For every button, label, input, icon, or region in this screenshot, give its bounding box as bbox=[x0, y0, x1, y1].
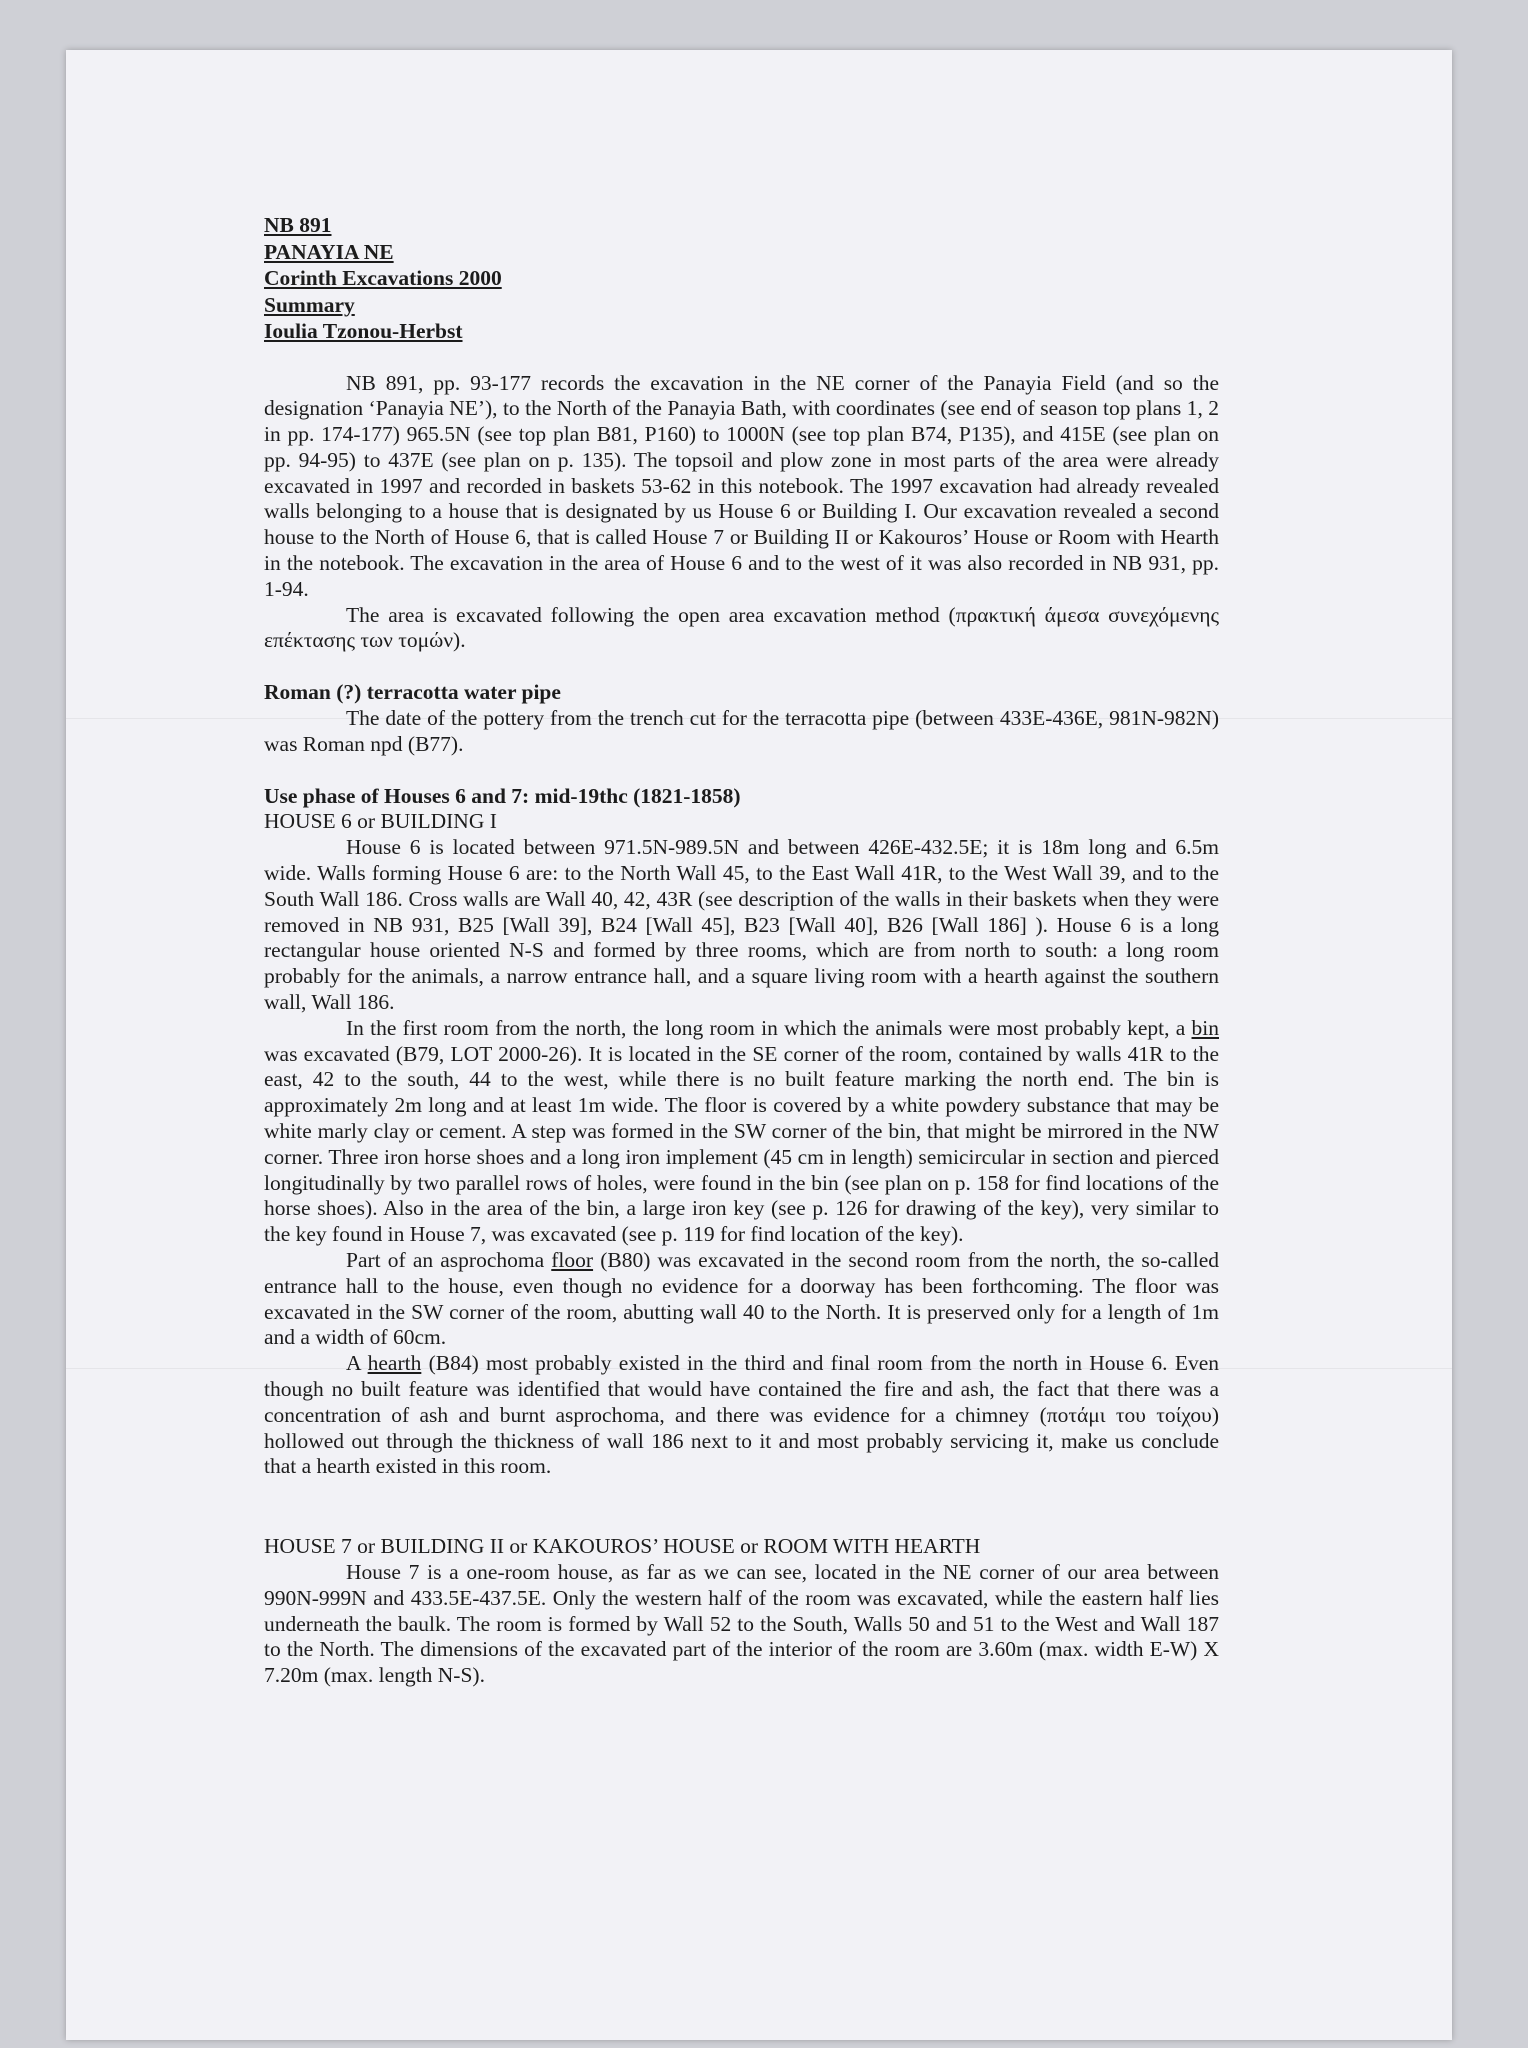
house7-title: HOUSE 7 or BUILDING II or KAKOUROS’ HOUSE or ROOM WITH HEARTH bbox=[264, 1534, 981, 1559]
title-block bbox=[264, 212, 1219, 345]
document-page bbox=[66, 50, 1452, 2040]
bin-term: bin bbox=[1191, 1015, 1219, 1040]
author: Ioulia Tzonou-Herbst bbox=[264, 319, 463, 343]
method-paragraph: The area is excavated following the open area excavation method (πρακτική άμεσα συνεχόμενης επέκτασης των τομών). bbox=[264, 602, 1219, 653]
project-name: Corinth Excavations 2000 bbox=[264, 266, 502, 290]
hearth-paragraph: A hearth (B84) most probably existed in the third and final room from the north in House 6. Even though no built feature was identified that would have contained the fire and ash, the fact that there was a concentration of ash and burnt asprochoma, and there was evidence for a chimney (ποτάμι του τοίχου) hollowed out through the thickness of wall 186 next to it and most probably servicing it, make us conclude that a hearth existed in this room. bbox=[264, 1351, 1219, 1479]
hearth-term: hearth bbox=[367, 1351, 422, 1376]
area-name: PANAYIA NE bbox=[264, 239, 394, 264]
floor-term: floor bbox=[551, 1248, 594, 1272]
use-phase-heading: Use phase of Houses 6 and 7: mid-19thc (1821-1858) bbox=[264, 783, 741, 808]
intro-paragraph: NB 891, pp. 93-177 records the excavation in the NE corner of the Panayia Field (and so the designation ‘Panayia NE’), to the North of the Panayia Bath, with coordinates (see end of season top plans 1, 2 in pp. 174-177) 965.5N (see top plan B81, P160) to 1000N (see top plan B74, P135), and 415E (see plan on pp. 94-95) to 437E (see plan on p. 135). The topsoil and plow zone in most parts of the area were already excavated in 1997 and recorded in baskets 53-62 in this notebook. The 1997 excavation had already revealed walls belonging to a house that is designated by us House 6 or Building I. Our excavation revealed a second house to the North of House 6, that is called House 7 or Building II or Kakouros’ House or Room with Hearth in the notebook. The excavation in the area of House 6 and to the west of it was also recorded in NB 931, pp. 1-94. bbox=[264, 370, 1219, 601]
floor-paragraph: Part of an asprochoma floor (B80) was excavated in the second room from the north, the so-called entrance hall to the house, even though no evidence for a doorway has been forthcoming. The floor was excavated in the SW corner of the room, abutting wall 40 to the North. It is preserved only for a length of 1m and a width of 60cm. bbox=[264, 1248, 1219, 1350]
notebook-id: NB 891 bbox=[264, 213, 332, 237]
house6-paragraph: House 6 is located between 971.5N-989.5N and between 426E-432.5E; it is 18m long and 6.5m wide. Walls forming House 6 are: to the North Wall 45, to the East Wall 41R, to the West Wall 39, and to the South Wall 186. Cross walls are Wall 40, 42, 43R (see description of the walls in their baskets when they were removed in NB 931, B25 [Wall 39], B24 [Wall 45], B23 [Wall 40], B26 [Wall 186] ). House 6 is a long rectangular house oriented N-S and formed by three rooms, which are from north to south: a long room probably for the animals, a narrow entrance hall, and a square living room with a hearth against the southern wall, Wall 186. bbox=[264, 835, 1219, 1015]
document-body bbox=[264, 212, 1219, 1689]
bin-paragraph: In the first room from the north, the long room in which the animals were most probably kept, a bin was excavated (B79, LOT 2000-26). It is located in the SE corner of the room, contained by walls 41R to the east, 42 to the south, 44 to the west, while there is no built feature marking the north end. The bin is approximately 2m long and at least 1m wide. The floor is covered by a white powdery substance that may be white marly clay or cement. A step was formed in the SW corner of the bin, that might be mirrored in the NW corner. Three iron horse shoes and a long iron implement (45 cm in length) semicircular in section and pierced longitudinally by two parallel rows of holes, were found in the bin (see plan on p. 158 for find locations of the horse shoes). Also in the area of the bin, a large iron key (see p. 126 for drawing of the key), very similar to the key found in House 7, was excavated (see p. 119 for find location of the key). bbox=[264, 1015, 1219, 1247]
roman-pipe-heading: Roman (?) terracotta water pipe bbox=[264, 680, 561, 705]
house7-paragraph: House 7 is a one-room house, as far as we can see, located in the NE corner of our area between 990N-999N and 433.5E-437.5E. Only the western half of the room was excavated, while the eastern half lies underneath the baulk. The room is formed by Wall 52 to the South, Walls 50 and 51 to the West and Wall 187 to the North. The dimensions of the excavated part of the interior of the room are 3.60m (max. width E-W) X 7.20m (max. length N-S). bbox=[264, 1559, 1219, 1688]
doc-type: Summary bbox=[264, 292, 355, 317]
house6-title: HOUSE 6 or BUILDING I bbox=[264, 809, 497, 834]
roman-pipe-paragraph: The date of the pottery from the trench cut for the terracotta pipe (between 433E-436E, 981N-982N) was Roman npd (B77). bbox=[264, 706, 1219, 756]
